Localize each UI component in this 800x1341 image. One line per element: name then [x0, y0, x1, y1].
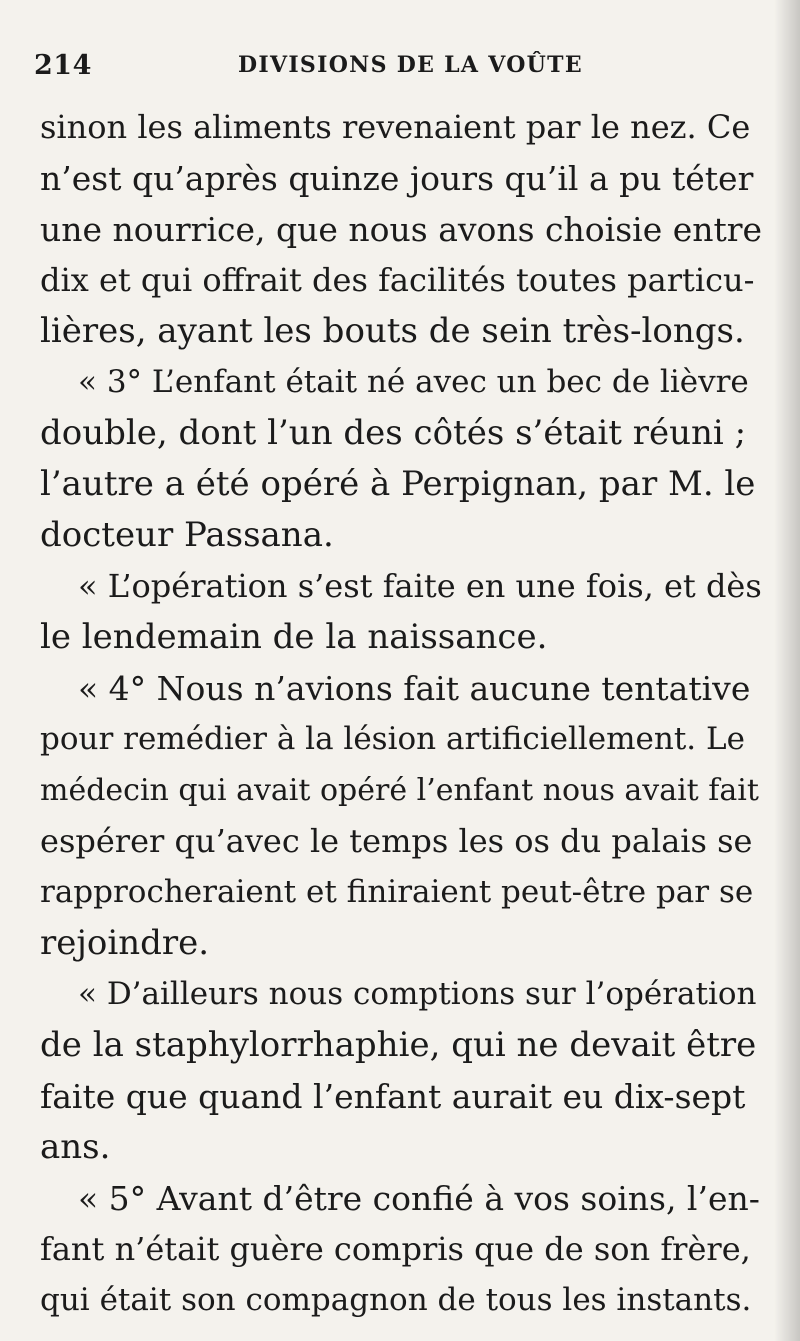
paragraph: [40, 102, 762, 357]
text-line: « 4° Nous n’avions fait aucune tentative: [78, 669, 751, 708]
text-line: « D’ailleurs nous comptions sur l’opération: [78, 976, 757, 1012]
text-line: ans.: [40, 1127, 111, 1167]
text-line: pour remédier à la lésion artificiellement. Le: [40, 721, 745, 757]
paragraph: [40, 1173, 762, 1326]
text-line: lières, ayant les bouts de sein très-longs.: [40, 311, 745, 351]
text-line: faite que quand l’enfant aurait eu dix-sept: [40, 1077, 746, 1116]
paragraph: [40, 357, 762, 561]
page-number: 214: [34, 50, 92, 81]
text-line: qui était son compagnon de tous les instants.: [40, 1282, 752, 1318]
text-line: n’est qu’après quinze jours qu’il a pu téter: [40, 159, 754, 198]
text-line: le lendemain de la naissance.: [40, 617, 548, 657]
text-line: « L’opération s’est faite en une fois, et dès: [78, 567, 762, 605]
text-line: rapprocheraient et finiraient peut-être par se: [40, 874, 754, 910]
text-line: espérer qu’avec le temps les os du palais se: [40, 822, 753, 860]
text-line: docteur Passana.: [40, 515, 334, 555]
text-line: double, dont l’un des côtés s’était réuni ;: [40, 413, 747, 453]
paragraph: [40, 663, 762, 969]
text-line: « 3° L’enfant était né avec un bec de lièvre: [78, 364, 749, 400]
text-line: « 5° Avant d’être confié à vos soins, l’en-: [78, 1179, 760, 1218]
text-line: sinon les aliments revenaient par le nez. Ce: [40, 108, 751, 146]
text-body: [40, 102, 762, 1326]
running-title: DIVISIONS DE LA VOÛTE: [238, 52, 583, 78]
text-line: de la staphylorrhaphie, qui ne devait être: [40, 1025, 757, 1065]
text-line: une nourrice, que nous avons choisie entre: [40, 210, 763, 249]
text-line: dix et qui offrait des facilités toutes particu-: [40, 261, 755, 299]
text-line: l’autre a été opéré à Perpignan, par M. le: [40, 464, 756, 504]
page-edge-shadow: [774, 0, 800, 1341]
text-line: rejoindre.: [40, 923, 210, 963]
paragraph: [40, 969, 762, 1173]
page-header: [34, 44, 754, 84]
paragraph: [40, 561, 762, 663]
text-line: médecin qui avait opéré l’enfant nous avait fait: [40, 773, 759, 808]
text-line: fant n’était guère compris que de son frère,: [40, 1230, 751, 1268]
